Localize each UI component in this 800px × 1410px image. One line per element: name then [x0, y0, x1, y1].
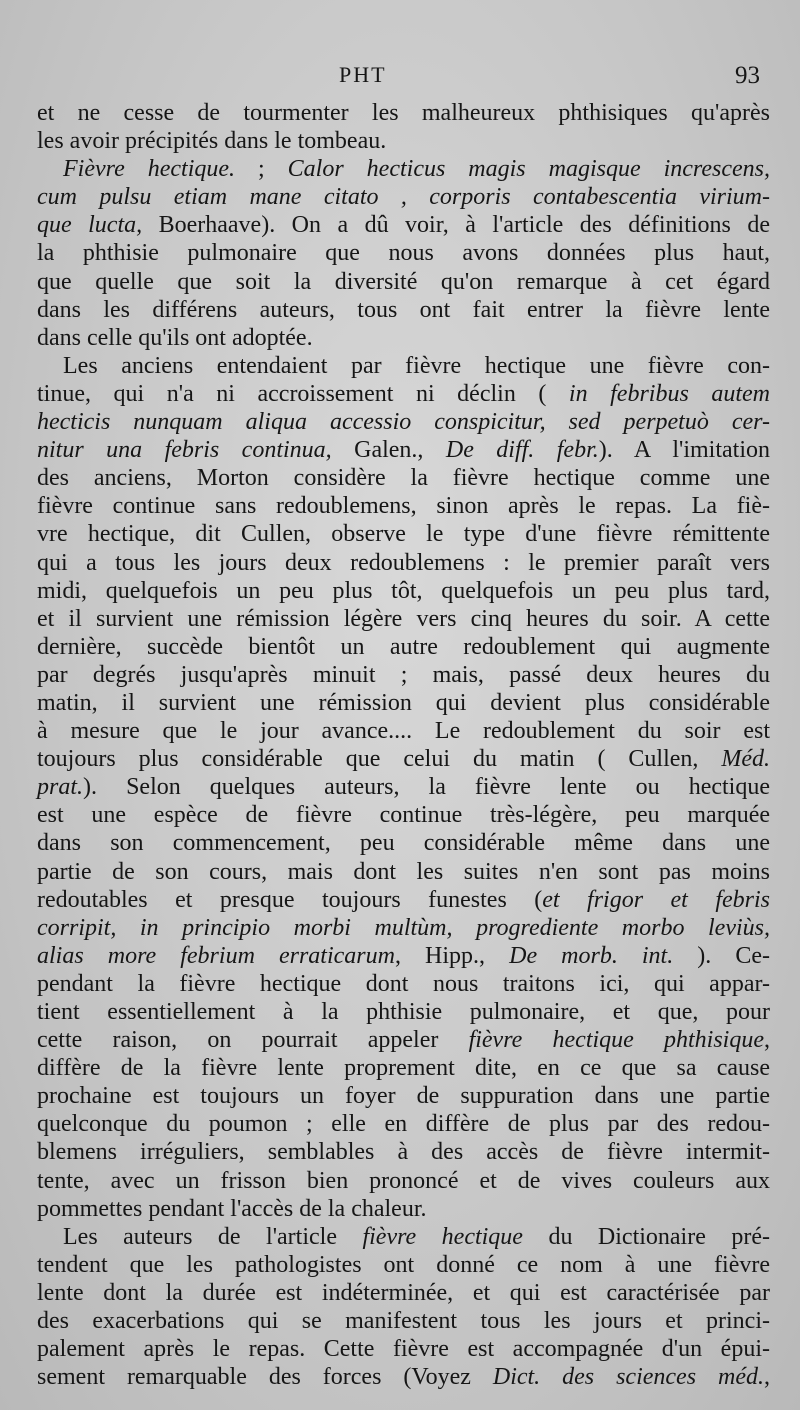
text-line: [37, 1110, 770, 1138]
text-segment: dernière, succède bientôt un autre redoublement qui augmente: [37, 633, 770, 660]
running-head: [0, 60, 800, 100]
text-segment: que quelle que soit la diversité qu'on remarque à cet égard: [37, 268, 770, 295]
text-segment: midi, quelquefois un peu plus tôt, quelquefois un peu plus tard,: [37, 577, 770, 604]
text-segment: et ne cesse de tourmenter les malheureux phthisiques qu'après: [37, 100, 770, 126]
text-line: [37, 239, 770, 267]
text-segment: dans celle qu'ils ont adoptée.: [37, 324, 313, 351]
text-line: [37, 1054, 770, 1082]
text-segment: ;: [235, 156, 288, 183]
text-segment: diffère de la fièvre lente proprement dite, en ce que sa cause: [37, 1055, 770, 1082]
text-line: [37, 1167, 770, 1195]
italic-text-segment: cum pulsu etiam mane citato , corporis contabescentia virium-: [37, 184, 770, 211]
text-segment: prochaine est toujours un foyer de suppuration dans une partie: [37, 1083, 770, 1110]
italic-text-segment: De morb. int.: [509, 942, 674, 969]
text-line: [37, 352, 770, 380]
text-segment: sement remarquable des forces (Voyez: [37, 1364, 493, 1391]
italic-text-segment: De diff. febr.: [445, 437, 599, 464]
text-segment: ). Ce-: [673, 942, 771, 969]
text-line: [37, 464, 770, 492]
text-segment: partie de son cours, mais dont les suites n'en sont pas moins: [37, 858, 770, 885]
text-segment: du Dictionaire pré-: [522, 1223, 770, 1250]
italic-text-segment: alias more febrium erraticarum: [37, 942, 395, 969]
text-segment: Galen.,: [331, 437, 446, 464]
text-line: [37, 408, 770, 436]
text-segment: Boerhaave). On a dû voir, à l'article des définitions de: [142, 212, 771, 239]
text-line: [37, 717, 770, 745]
text-segment: tendent que les pathologistes ont donné ce nom à une fièvre: [37, 1251, 770, 1278]
text-segment: pommettes pendant l'accès de la chaleur.: [37, 1195, 427, 1222]
text-line: [37, 1026, 770, 1054]
text-line: [37, 1223, 770, 1251]
text-line: [37, 183, 770, 211]
text-segment: ). Selon quelques auteurs, la fièvre lente ou hectique: [83, 774, 770, 801]
text-segment: les avoir précipités dans le tombeau.: [37, 128, 387, 155]
text-segment: ,: [763, 1364, 770, 1391]
text-segment: matin, il survient une rémission qui devient plus considérable: [37, 689, 770, 716]
text-segment: pendant la fièvre hectique dont nous traitons ici, qui appar-: [37, 970, 770, 997]
text-segment: Les auteurs de l'article: [63, 1223, 363, 1250]
text-segment: tinue, qui n'a ni accroissement ni déclin (: [37, 380, 569, 407]
italic-text-segment: prat.: [37, 774, 84, 801]
italic-text-segment: corripit, in principio morbi multùm, progrediente morbo leviùs,: [37, 914, 770, 941]
text-line: [37, 1307, 770, 1335]
text-line: [37, 1138, 770, 1166]
text-line: [37, 689, 770, 717]
text-line: [37, 268, 770, 296]
text-line: [37, 633, 770, 661]
text-line: [37, 970, 770, 998]
text-line: [37, 801, 770, 829]
text-segment: dans les différens auteurs, tous ont fait entrer la fièvre lente: [37, 296, 770, 323]
text-line: [37, 1195, 770, 1223]
text-segment: par degrés jusqu'après minuit ; mais, passé deux heures du: [37, 661, 770, 688]
text-segment: palement après le repas. Cette fièvre est accompagnée d'un épui-: [37, 1336, 770, 1363]
text-line: [37, 549, 770, 577]
text-line: [37, 380, 770, 408]
italic-text-segment: fièvre hectique phthisique: [468, 1027, 764, 1054]
page-number: 93: [735, 62, 760, 89]
text-line: [37, 127, 770, 155]
body-text: [37, 99, 770, 1391]
text-segment: et il survient une rémission légère vers cinq heures du soir. A cette: [37, 605, 770, 632]
text-line: [37, 914, 770, 942]
text-segment: fièvre continue sans redoublemens, sinon après le repas. La fiè-: [37, 493, 770, 520]
text-line: [37, 605, 770, 633]
text-segment: tient essentiellement à la phthisie pulmonaire, et que, pour: [37, 999, 770, 1025]
running-title: PHT: [339, 62, 387, 87]
italic-text-segment: Méd.: [721, 746, 770, 773]
text-line: [37, 858, 770, 886]
text-line: [37, 1363, 770, 1391]
text-line: [37, 296, 770, 324]
text-segment: qui a tous les jours deux redoublemens : le premier paraît vers: [37, 549, 770, 576]
text-line: [37, 436, 770, 464]
text-segment: cette raison, on pourrait appeler: [37, 1027, 469, 1054]
text-line: [37, 520, 770, 548]
text-segment: des exacerbations qui se manifestent tous les jours et princi-: [37, 1308, 770, 1335]
text-segment: blemens irréguliers, semblables à des accès de fièvre intermit-: [37, 1139, 770, 1166]
text-line: [37, 324, 770, 352]
text-segment: ,: [764, 1027, 770, 1054]
text-line: [37, 1251, 770, 1279]
text-line: [37, 492, 770, 520]
text-line: [37, 1335, 770, 1363]
text-segment: des anciens, Morton considère la fièvre hectique comme une: [37, 465, 770, 492]
text-segment: vre hectique, dit Cullen, observe le type d'une fièvre rémittente: [37, 521, 770, 548]
text-line: [37, 661, 770, 689]
text-line: [37, 99, 770, 127]
italic-text-segment: et frigor et febris: [542, 886, 770, 913]
text-segment: , Hipp.,: [394, 942, 510, 969]
text-segment: tente, avec un frisson bien prononcé et de vives couleurs aux: [37, 1167, 770, 1194]
italic-text-segment: hecticis nunquam aliqua accessio conspicitur, sed perpetuò cer-: [37, 409, 770, 436]
text-segment: est une espèce de fièvre continue très-légère, peu marquée: [37, 802, 770, 829]
text-segment: dans son commencement, peu considérable même dans une: [37, 830, 770, 857]
italic-text-segment: Fièvre hectique.: [63, 156, 236, 183]
text-segment: à mesure que le jour avance.... Le redoublement du soir est: [37, 718, 770, 745]
italic-text-segment: fièvre hectique: [362, 1223, 523, 1250]
text-line: [37, 745, 770, 773]
text-segment: ). A l'imitation: [598, 437, 770, 464]
text-line: [37, 1082, 770, 1110]
text-line: [37, 998, 770, 1026]
text-line: [37, 577, 770, 605]
text-line: [37, 886, 770, 914]
text-segment: Les anciens entendaient par fièvre hectique une fièvre con-: [63, 352, 770, 379]
text-line: [37, 211, 770, 239]
text-segment: la phthisie pulmonaire que nous avons données plus haut,: [37, 240, 770, 267]
text-line: [37, 829, 770, 857]
text-segment: quelconque du poumon ; elle en diffère de plus par des redou-: [37, 1111, 770, 1138]
italic-text-segment: Calor hecticus magis magisque increscens,: [287, 156, 771, 183]
text-segment: redoutables et presque toujours funestes (: [37, 886, 543, 913]
text-segment: toujours plus considérable que celui du matin ( Cullen,: [37, 746, 722, 773]
italic-text-segment: que lucta,: [37, 212, 143, 239]
italic-text-segment: nitur una febris continua,: [37, 437, 332, 464]
italic-text-segment: Dict. des sciences méd.: [492, 1364, 764, 1391]
text-line: [37, 773, 770, 801]
text-line: [37, 1279, 770, 1307]
italic-text-segment: in febribus autem: [568, 380, 770, 407]
text-line: [37, 942, 770, 970]
text-segment: lente dont la durée est indéterminée, et qui est caractérisée par: [37, 1279, 770, 1306]
text-line: [37, 155, 770, 183]
